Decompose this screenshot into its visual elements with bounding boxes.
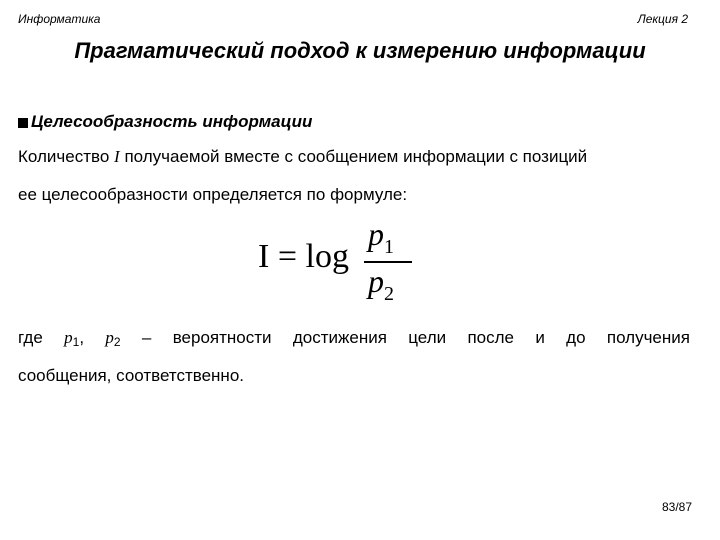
formula: [258, 216, 418, 306]
variable-i: I: [114, 147, 120, 166]
word: вероятности: [172, 328, 272, 347]
paragraph-line-1: [18, 147, 690, 167]
variable-p2: $p_2$: [105, 328, 121, 349]
word: после: [467, 328, 514, 347]
formula-lhs: I = log: [258, 238, 349, 275]
page-number: 83/87: [661, 500, 692, 514]
paragraph-line-2: ее целесообразности определяется по формуле:: [18, 185, 408, 204]
word: достижения: [292, 328, 387, 347]
bullet-text: Целесообразность информации: [31, 112, 313, 131]
word: до: [566, 328, 586, 347]
slide-title: Прагматический подход к измерению информации: [74, 38, 646, 63]
word: цели: [408, 328, 447, 347]
variable-p1: $p_1$,: [64, 328, 85, 349]
definition-line-2: сообщения, соответственно.: [18, 366, 244, 385]
course-label: Информатика: [18, 12, 101, 26]
lecture-label: Лекция 2: [637, 12, 688, 26]
paragraph-text-start: Количество: [18, 147, 110, 166]
formula-numerator: $p_1$: [368, 216, 394, 258]
formula-denominator: $p_2$: [368, 263, 394, 305]
definition-line-1: [18, 328, 690, 349]
bullet-heading: [18, 112, 312, 132]
word-gde: где: [18, 328, 43, 347]
dash: –: [141, 328, 152, 347]
paragraph-text-rest: получаемой вместе с сообщением информации с позиций: [124, 147, 588, 166]
word: получения: [606, 328, 690, 347]
word: и: [535, 328, 545, 347]
bullet-icon: [18, 118, 28, 128]
